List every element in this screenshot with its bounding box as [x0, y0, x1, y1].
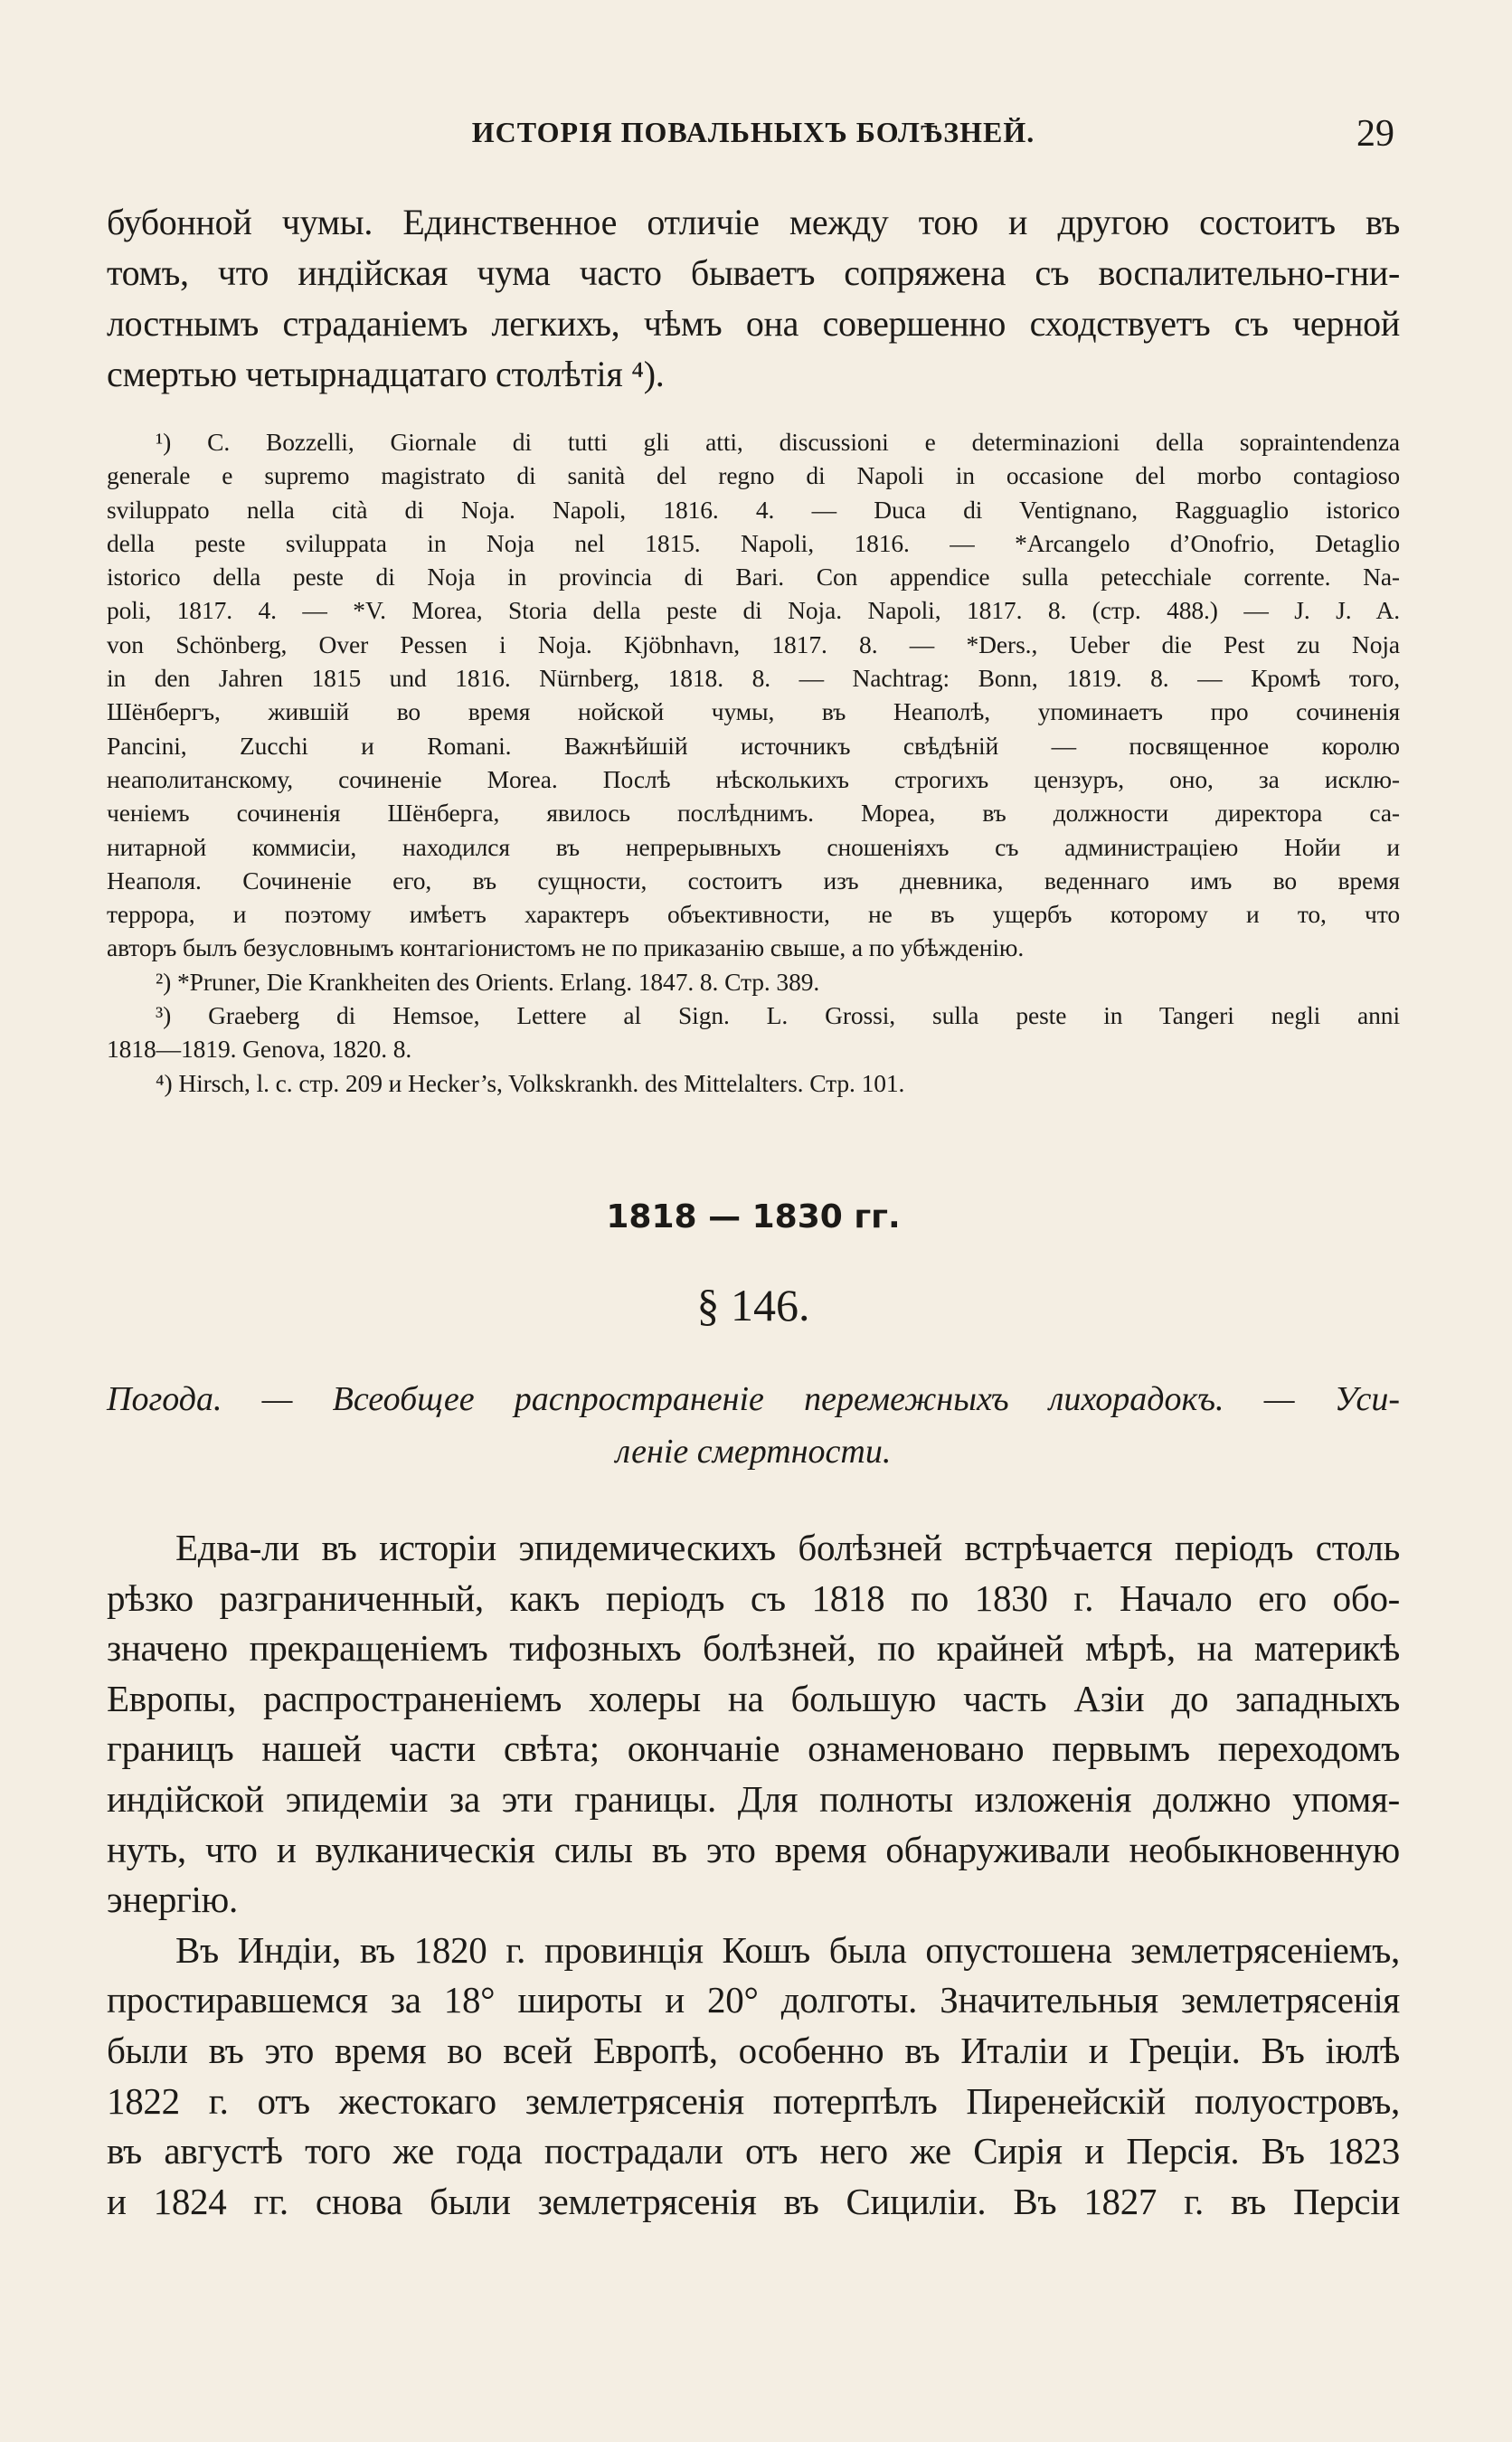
footnote-1-line: нитарной коммисіи, находился въ непрерывныхъ сношеніяхъ съ администраціею Нойи и [107, 832, 1400, 861]
section-body [107, 1523, 1400, 2227]
footnote-3-line: ³) Graeberg di Hemsoe, Lettere al Sign. L. Grossi, sulla peste in Tangeri negli anni [156, 1001, 1400, 1030]
footnote-1-line: von Schönberg, Over Pessen i Noja. Kjöbnhavn, 1817. 8. — *Ders., Ueber die Pest zu Noja [107, 629, 1400, 658]
page-number: 29 [1356, 113, 1394, 155]
body-line: нуть, что и вулканическія силы въ это время обнаруживали необыкновенную [107, 1828, 1400, 1870]
book-page [107, 0, 1400, 2442]
footnote-2-line: ²) *Pruner, Die Krankheiten des Orients. Erlang. 1847. 8. Стр. 389. [156, 967, 820, 996]
body-line: простиравшемся за 18° широты и 20° долготы. Значительныя землетрясенія [107, 1979, 1400, 2021]
body-line: энергію. [107, 1879, 238, 1921]
intro-paragraph [107, 197, 1400, 400]
section-number: § 146. [696, 1280, 810, 1330]
text-line: бубонной чумы. Единственное отличіе между тою и другою состоитъ въ [107, 202, 1400, 242]
text-line: томъ, что индійская чума часто бываетъ сопряжена съ воспалительно-гни- [107, 252, 1400, 293]
body-line: значено прекращеніемъ тифозныхъ болѣзней, по крайней мѣрѣ, на материкѣ [107, 1627, 1400, 1670]
footnotes [107, 425, 1400, 1100]
body-line: въ августѣ того же года пострадали отъ него же Сирія и Персія. Въ 1823 [107, 2130, 1400, 2172]
section-summary [107, 1373, 1400, 1478]
body-line: были въ это время во всей Европѣ, особенно въ Италіи и Греціи. Въ іюлѣ [107, 2029, 1400, 2071]
body-line: индійской эпидеміи за эти границы. Для полноты изложенія должно упомя- [107, 1777, 1400, 1820]
body-line: границъ нашей части свѣта; окончаніе ознаменовано первымъ переходомъ [107, 1727, 1400, 1770]
footnote-4-line: ⁴) Hirsch, l. c. стр. 209 и Hecker’s, Volkskrankh. des Mittelalters. Стр. 101. [156, 1068, 905, 1097]
page-header [107, 112, 1400, 166]
running-head: ИСТОРІЯ ПОВАЛЬНЫХЪ БОЛѢЗНЕЙ. [471, 116, 1035, 148]
footnote-1-line: террора, и поэтому имѣетъ характеръ объективности, не въ ущербъ которому и то, что [107, 900, 1400, 929]
footnote-1-line: Pancini, Zucchi и Romani. Важнѣйшій источникъ свѣдѣній — посвященное королю [107, 731, 1400, 760]
footnote-1-line: Неаполя. Сочиненіе его, въ сущности, состоитъ изъ дневника, веденнаго имъ во время [107, 866, 1400, 894]
footnote-3-line: 1818—1819. Genova, 1820. 8. [107, 1035, 412, 1064]
body-line: рѣзко разграниченный, какъ періодъ съ 1818 по 1830 г. Начало его обо- [107, 1576, 1400, 1619]
body-line: 1822 г. отъ жестокаго землетрясенія потерпѣлъ Пиренейскій полуостровъ, [107, 2079, 1400, 2122]
footnote-1-line: sviluppato nella cità di Noja. Napoli, 1816. 4. — Duca di Ventignano, Ragguaglio istorico [107, 495, 1400, 524]
footnote-1-line: неаполитанскому, сочиненіе Morea. Послѣ нѣсколькихъ строгихъ цензуръ, оно, за исклю- [107, 764, 1400, 793]
summary-line: леніе смертности. [615, 1433, 892, 1471]
summary-line: Погода. — Всеобщее распространеніе перемежныхъ лихорадокъ. — Уси- [107, 1380, 1400, 1418]
text-line: смертью четырнадцатаго столѣтія ⁴). [107, 354, 665, 394]
period-heading: 1818 — 1830 гг. [606, 1198, 901, 1235]
footnote-1-line: Шёнбергъ, жившій во время нойской чумы, въ Неаполѣ, упоминаетъ про сочиненія [107, 697, 1400, 726]
footnote-1-line: ченіемъ сочиненія Шёнберга, явилось послѣднимъ. Мореа, въ должности директора са- [107, 799, 1400, 828]
body-line: и 1824 гг. снова были землетрясенія въ Сициліи. Въ 1827 г. въ Персіи [107, 2180, 1400, 2222]
body-line: Едва-ли въ исторіи эпидемическихъ болѣзней встрѣчается періодъ столь [175, 1527, 1400, 1568]
body-line: Европы, распространеніемъ холеры на большую часть Азіи до западныхъ [107, 1677, 1400, 1719]
text-line: лостнымъ страданіемъ легкихъ, чѣмъ она совершенно сходствуетъ съ черной [107, 303, 1400, 344]
footnote-1-line: ¹) C. Bozzelli, Giornale di tutti gli atti, discussioni e determinazioni della sopraintendenza [156, 428, 1400, 456]
footnote-1-line: авторъ былъ безусловнымъ контагіонистомъ не по приказанію свыше, а по убѣжденію. [107, 933, 1025, 962]
footnote-1-line: poli, 1817. 4. — *V. Morea, Storia della peste di Noja. Napoli, 1817. 8. (стр. 488.) — J. J. A. [107, 596, 1400, 625]
footnote-1-line: istorico della peste di Noja in provincia di Bari. Con appendice sulla petecchiale corrente. Na- [107, 563, 1400, 592]
footnote-1-line: in den Jahren 1815 und 1816. Nürnberg, 1818. 8. — Nachtrag: Bonn, 1819. 8. — Кромѣ того, [107, 664, 1400, 693]
body-line: Въ Индіи, въ 1820 г. провинція Кошъ была опустошена землетрясеніемъ, [175, 1928, 1400, 1971]
footnote-1-line: della peste sviluppata in Noja nel 1815. Napoli, 1816. — *Arcangelo d’Onofrio, Detaglio [107, 528, 1400, 557]
footnote-1-line: generale e supremo magistrato di sanità del regno di Napoli in occasione del morbo contagioso [107, 461, 1400, 490]
